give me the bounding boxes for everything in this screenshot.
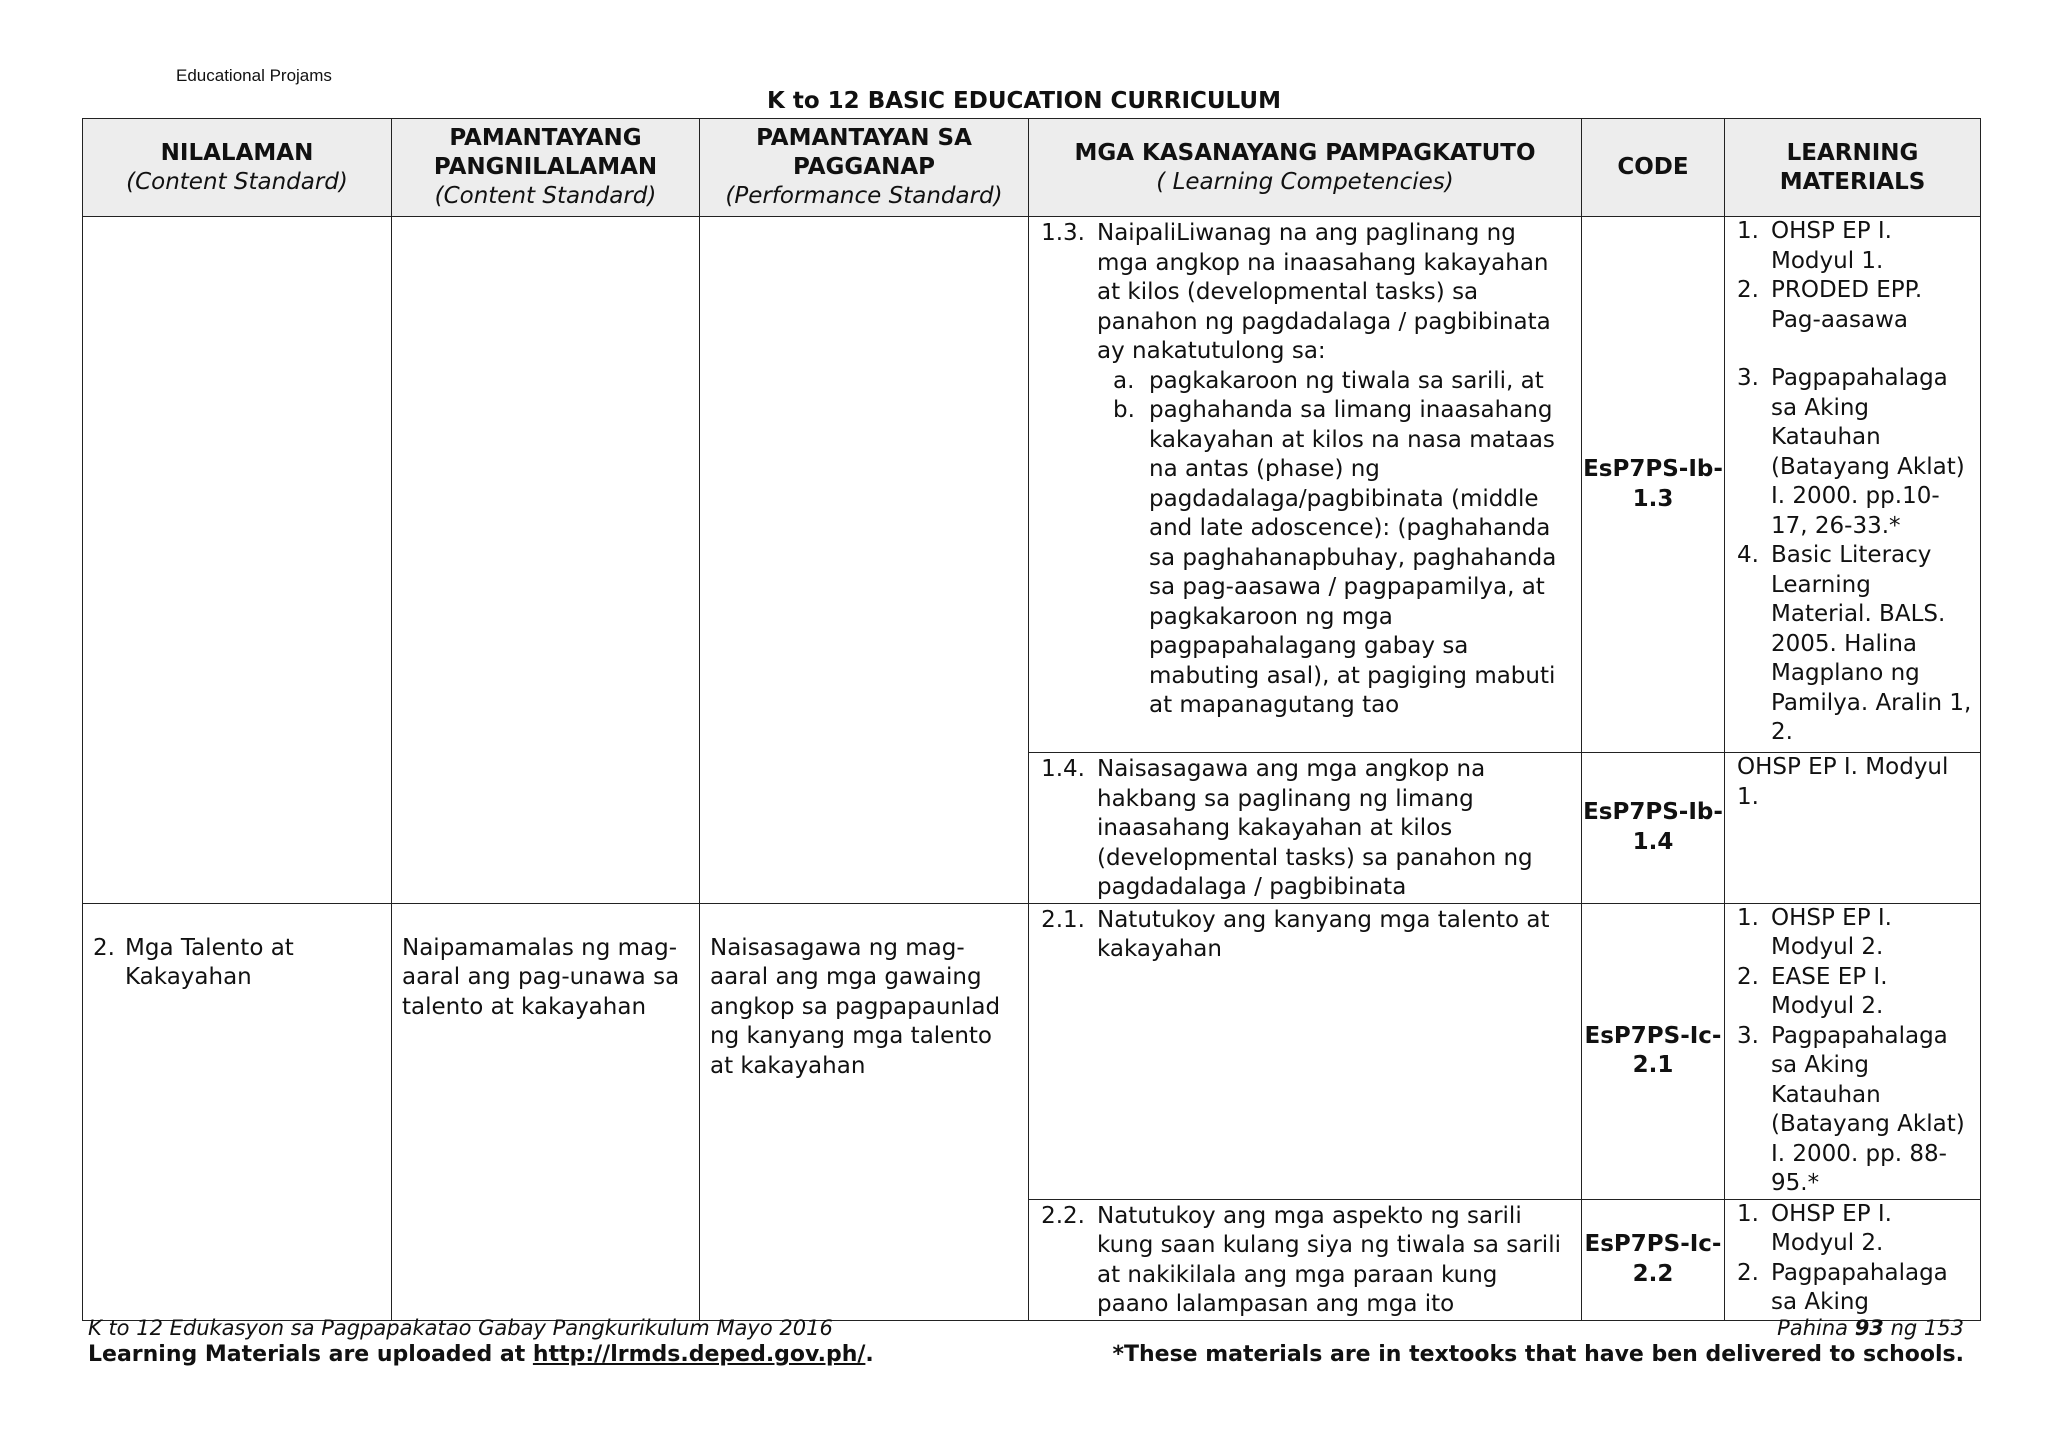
col-header-content: NILALAMAN (Content Standard) [83,119,392,217]
list-item: 1. OHSP EP I. Modyul 1. [1737,218,1892,274]
materials-cell: OHSP EP I. Modyul 1. [1725,753,1981,904]
content-standard-cell-empty [392,217,700,904]
list-item: 2. PRODED EPP. Pag-aasawa [1737,277,1923,333]
code-cell: EsP7PS-Ic-2.1 [1582,903,1725,1199]
lrmds-link[interactable]: http://lrmds.deped.gov.ph/ [532,1342,866,1367]
col-header-performance-standard: PAMANTAYAN SA PAGGANAP (Performance Standard) [700,119,1029,217]
list-item: 1. OHSP EP I. Modyul 2. [1737,904,1892,960]
competency-cell: 2.2. Natutukoy ang mga aspekto ng sarili kung saan kulang siya ng tiwala sa sarili at nakikilala ang mga paraan kung paano lalampasan ang mga ito [1029,1199,1582,1320]
footer-document-name: K to 12 Edukasyon sa Pagpapakatao Gabay Pangkurikulum Mayo 2016 [88,1316,833,1340]
materials-cell [1725,903,1981,1199]
col-header-content-standard: PAMANTAYANG PANGNILALAMAN (Content Standard) [392,119,700,217]
list-item: 2. EASE EP I. Modyul 2. [1737,963,1888,1019]
curriculum-table [82,118,1981,1321]
list-item: 2. Pagpapahalaga sa Aking [1737,1259,1948,1315]
list-item: 3. Pagpapahalaga sa Aking Katauhan (Batayang Aklat) I. 2000. pp.10-17, 26-33.* [1737,365,1965,539]
footer-materials-note: *These materials are in textooks that have ben delivered to schools. [1112,1342,1964,1367]
page-number: Pahina 93 ng 153 [1777,1316,1964,1340]
code-cell: EsP7PS-Ib-1.4 [1582,753,1725,904]
table-row [83,903,1981,1199]
materials-cell [1725,217,1981,753]
performance-standard-cell-empty [700,217,1029,904]
code-cell: EsP7PS-Ib-1.3 [1582,217,1725,753]
col-header-learning-materials: LEARNING MATERIALS [1725,119,1981,217]
col-header-learning-competencies: MGA KASANAYANG PAMPAGKATUTO ( Learning Competencies) [1029,119,1582,217]
table-row [83,217,1981,753]
content-cell: 2. Mga Talento at Kakayahan [83,903,392,1320]
document-title: K to 12 BASIC EDUCATION CURRICULUM [767,88,1281,114]
competency-cell: 1.4. Naisasagawa ang mga angkop na hakbang sa paglinang ng limang inaasahang kakayahan at kilos (developmental tasks) sa panahon ng pagdadalaga / pagbibinata [1029,753,1582,904]
code-cell: EsP7PS-Ic-2.2 [1582,1199,1725,1320]
list-item: 1. OHSP EP I. Modyul 2. [1737,1200,1892,1256]
brand-label: Educational Projams [176,66,332,85]
materials-cell [1725,1199,1981,1320]
content-standard-cell: Naipamamalas ng mag-aaral ang pag-unawa sa talento at kakayahan [392,903,700,1320]
competency-cell: 1.3. NaipaliLiwanag na ang paglinang ng mga angkop na inaasahang kakayahan at kilos (developmental tasks) sa panahon ng pagdadalaga / pagbibinata ay nakatutulong sa: a. pagkakaroon ng tiwala sa sarili, at b. paghahanda sa limang inaasahang kakayahan at kilos na nasa mataas na antas (phase) ng pagdadalaga/pagbibinata (middle and late adoscence): (paghahanda sa paghahanapbuhay, paghahanda sa pag-aasawa / pagpapamilya, at pagkakaroon ng mga pagpapahalagang gabay sa mabuting asal), at pagiging mabuti at mapanagutang tao [1029,217,1582,753]
footer-upload-note: Learning Materials are uploaded at http://lrmds.deped.gov.ph/. [88,1342,874,1367]
table-header-row [83,119,1981,217]
list-item: 3. Pagpapahalaga sa Aking Katauhan (Batayang Aklat) I. 2000. pp. 88-95.* [1737,1022,1965,1196]
competency-cell: 2.1. Natutukoy ang kanyang mga talento at kakayahan [1029,903,1582,1199]
list-item: 4. Basic Literacy Learning Material. BALS. 2005. Halina Magplano ng Pamilya. Aralin 1, 2. [1737,542,1972,745]
content-cell-empty [83,217,392,904]
col-header-code: CODE [1582,119,1725,217]
performance-standard-cell: Naisasagawa ng mag-aaral ang mga gawaing angkop sa pagpapaunlad ng kanyang mga talento at kakayahan [700,903,1029,1320]
